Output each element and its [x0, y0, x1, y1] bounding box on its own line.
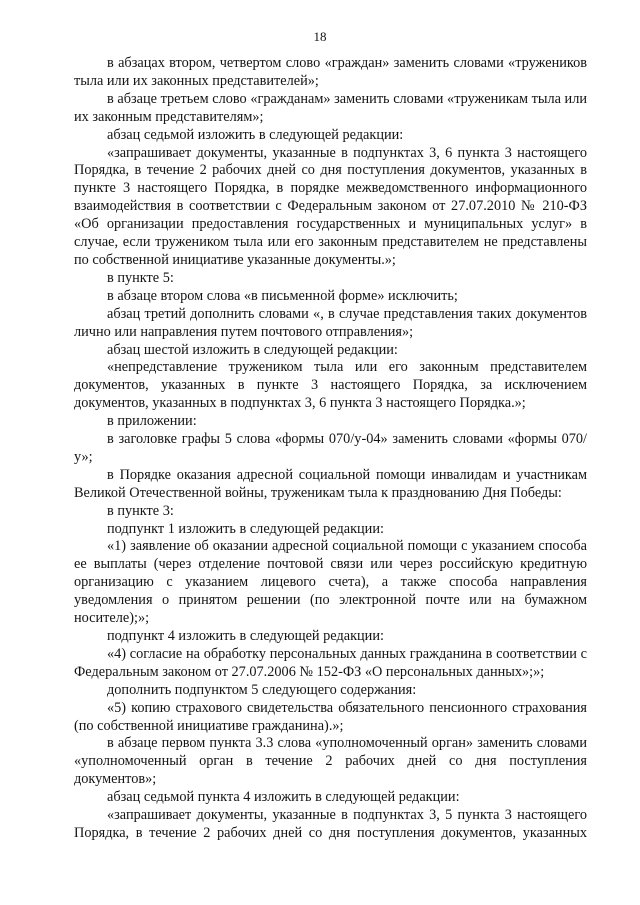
- paragraph: в пункте 3:: [107, 502, 174, 519]
- paragraph: в абзаце втором слова «в письменной форме» исключить;: [107, 287, 458, 304]
- paragraph: «1) заявление об оказании адресной социальной помощи с указанием способа ее выплаты (через отделение почтовой связи или через российскую кредитную организацию с указанием лицевого счета), а также способа направления уведомления о принятом решении (по электронной почте или на бумажном носителе);»;: [74, 538, 587, 627]
- paragraph: подпункт 4 изложить в следующей редакции:: [107, 628, 384, 644]
- paragraph: абзац седьмой пункта 4 изложить в следующей редакции:: [107, 789, 460, 806]
- paragraph: в заголовке графы 5 слова «формы 070/у-04» заменить словами «формы 070/у»;: [74, 431, 587, 465]
- paragraph: в пункте 5:: [107, 269, 174, 286]
- paragraph: «непредставление тружеником тыла или его законным представителем документов, указанных в пункте 3 настоящего Порядка, за исключением документов, указанных в подпунктах 3, 6 пункта 3 настоящего Порядка.»;: [74, 359, 587, 412]
- paragraph: в абзацах втором, четвертом слово «граждан» заменить словами «тружеников тыла или их законных представителей»;: [74, 55, 587, 89]
- paragraph: абзац шестой изложить в следующей редакции:: [107, 341, 398, 358]
- paragraph: в абзаце третьем слово «гражданам» заменить словами «труженикам тыла или их законным представителям»;: [74, 90, 587, 125]
- paragraph: «4) согласие на обработку персональных данных гражданина в соответствии с Федеральным законом от 27.07.2006 № 152-ФЗ «О персональных данных»;»;: [74, 645, 587, 680]
- document-body: [74, 55, 587, 843]
- paragraph: «запрашивает документы, указанные в подпунктах 3, 5 пункта 3 настоящего Порядка, в течение 2 рабочих дней со дня поступления документов, указанных: [74, 807, 587, 841]
- paragraph: абзац седьмой изложить в следующей редакции:: [107, 126, 404, 143]
- paragraph: «запрашивает документы, указанные в подпунктах 3, 6 пункта 3 настоящего Порядка, в течение 2 рабочих дней со дня поступления документов, указанных в пункте 3 настоящего Порядка, в порядке межведомственного информационного взаимодействия в соответствии с Федеральным законом от 27.07.2010 № 210-ФЗ «Об организации предоставления государственных и муниципальных услуг» в случае, если тружеником тыла или его законным представителем не представлены по собственной инициативе указанные документы.»;: [74, 144, 587, 268]
- paragraph: дополнить подпунктом 5 следующего содержания:: [107, 681, 417, 698]
- paragraph: «5) копию страхового свидетельства обязательного пенсионного страхования (по собственной инициативе гражданина).»;: [74, 699, 587, 734]
- paragraph: в абзаце первом пункта 3.3 слова «уполномоченный орган» заменить словами «уполномоченный орган в течение 2 рабочих дней со дня поступления документов»;: [74, 735, 587, 788]
- page-number: 18: [313, 29, 327, 44]
- paragraph: в приложении:: [107, 413, 197, 430]
- paragraph: абзац третий дополнить словами «, в случае представления таких документов лично или направления путем почтового отправления»;: [74, 305, 587, 340]
- paragraph: подпункт 1 изложить в следующей редакции:: [107, 520, 384, 537]
- paragraph: в Порядке оказания адресной социальной помощи инвалидам и участникам Великой Отечественной войны, труженикам тыла к празднованию Дня Победы:: [74, 466, 587, 501]
